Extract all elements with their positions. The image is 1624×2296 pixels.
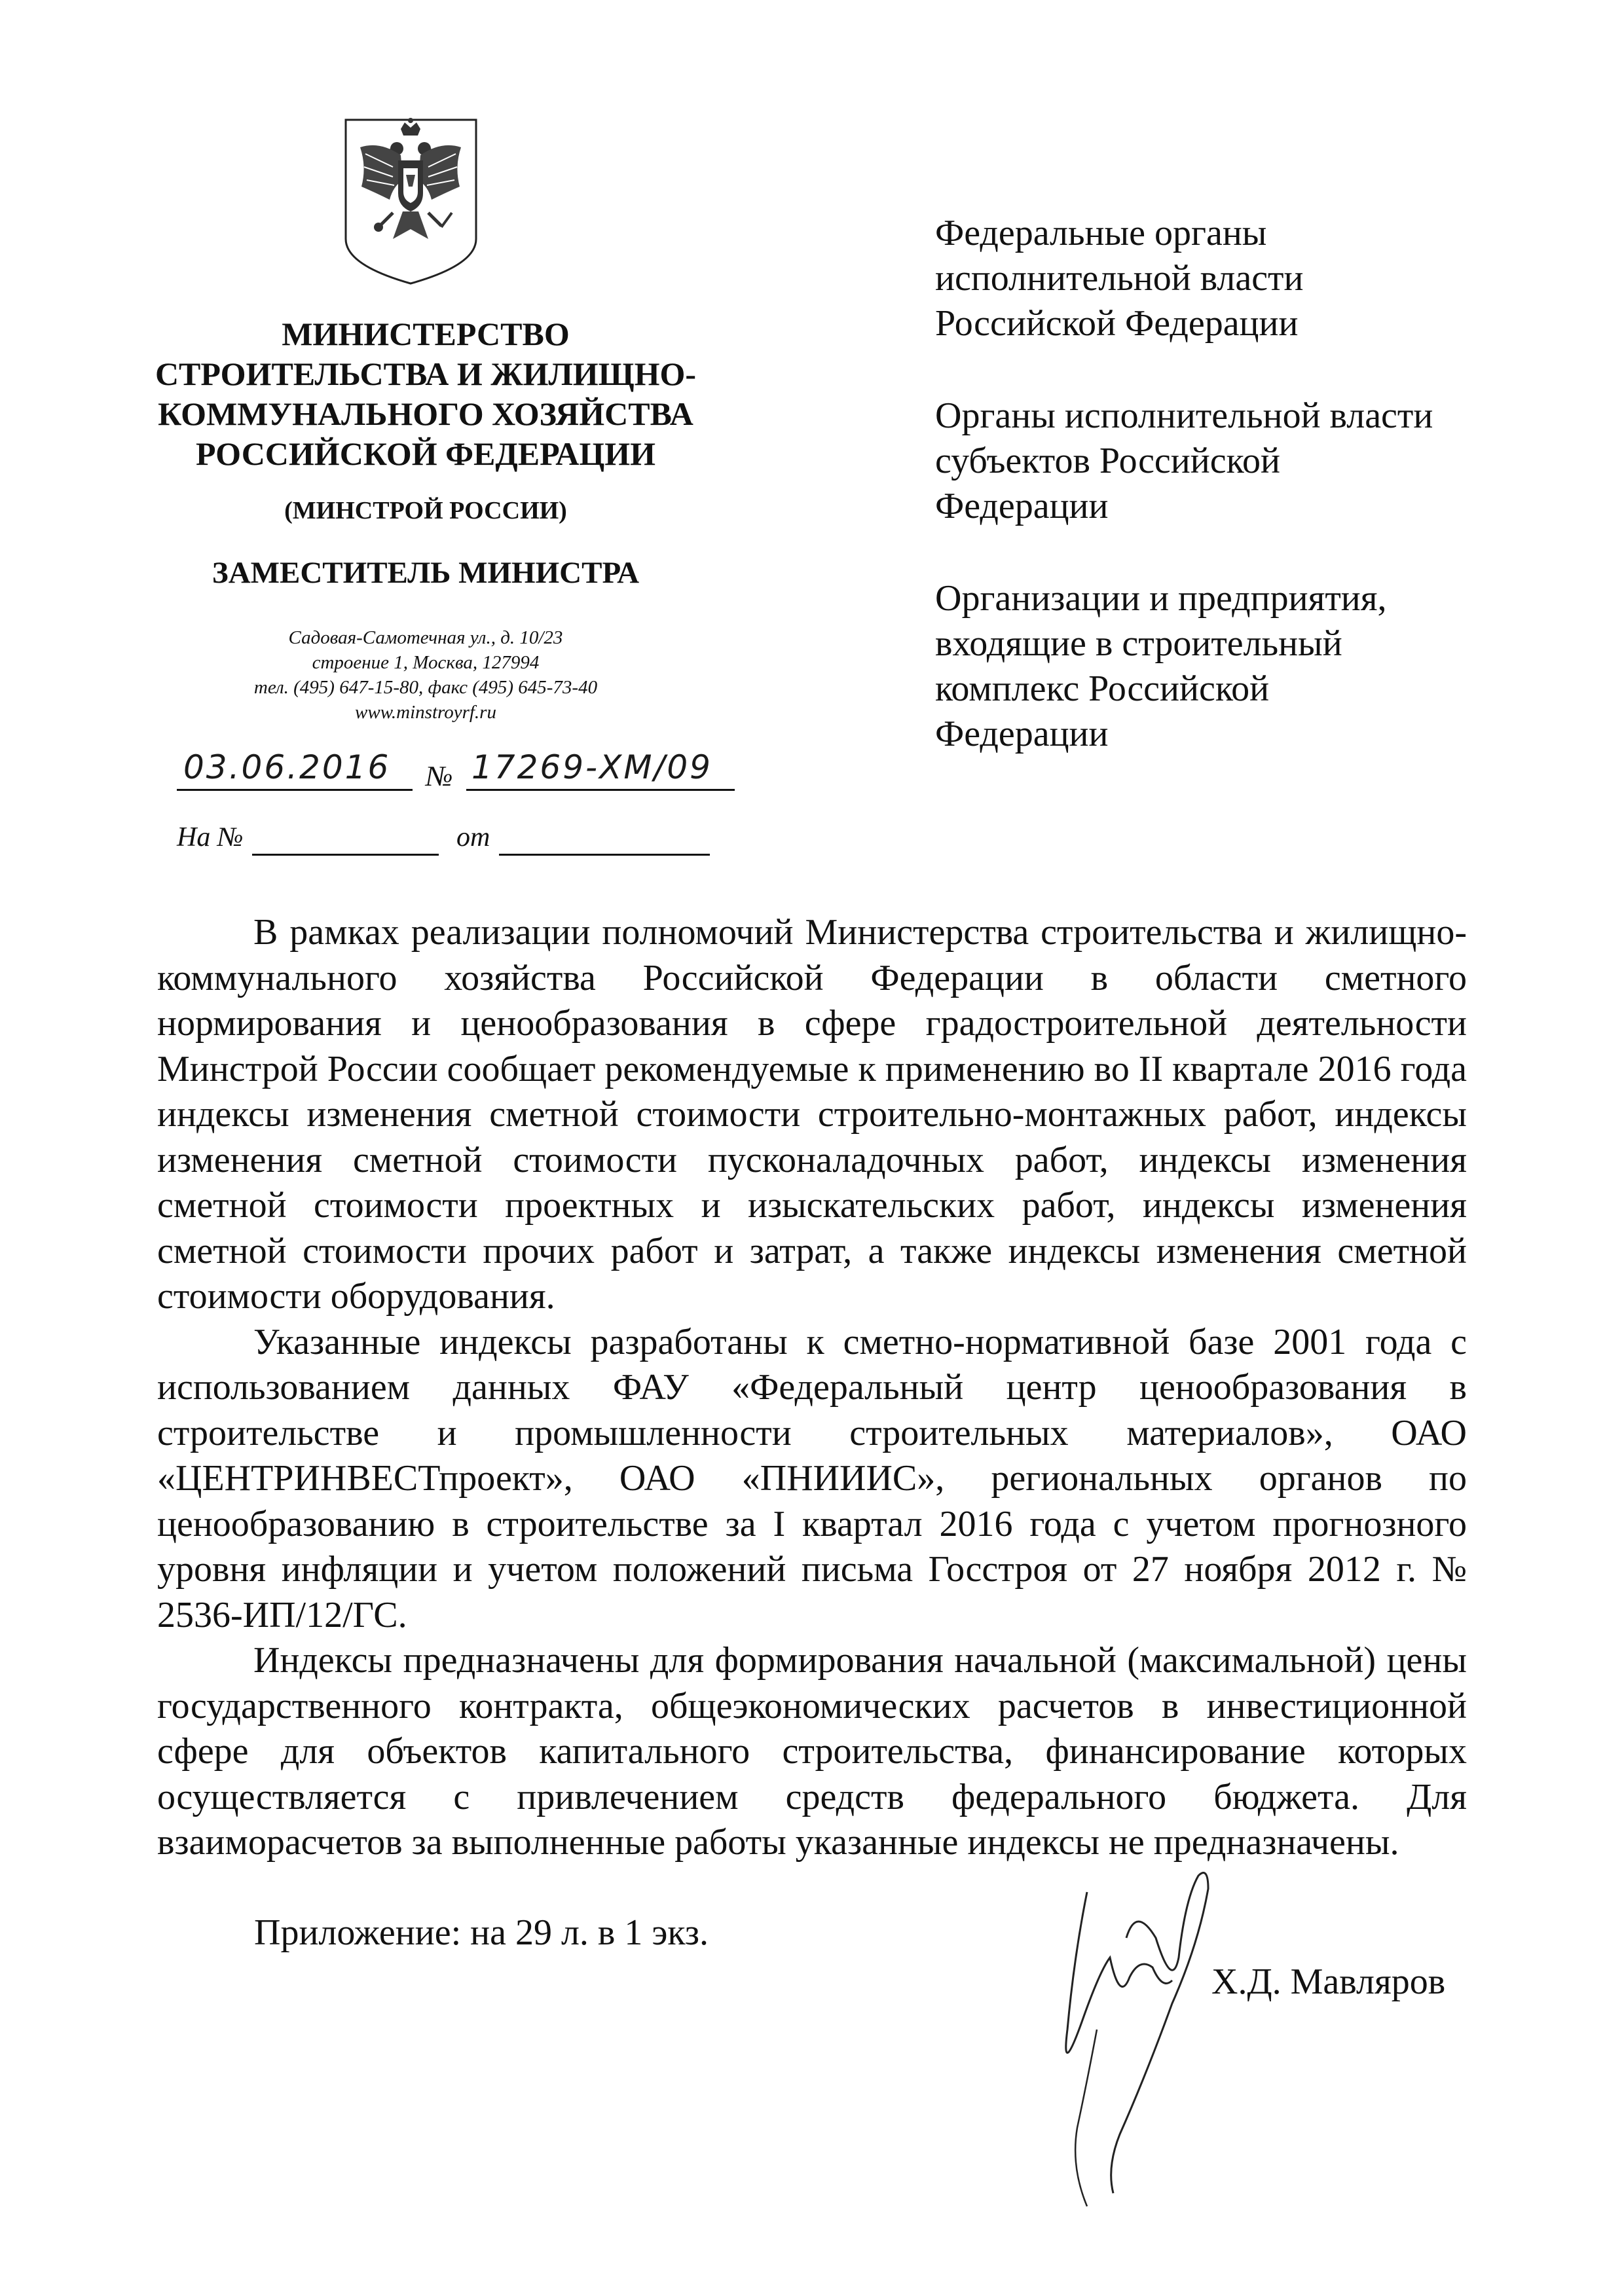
coat-of-arms-icon (341, 115, 481, 288)
registration-date-field (177, 748, 413, 791)
ministry-line: СТРОИТЕЛЬСТВА И ЖИЛИЩНО- (155, 355, 697, 392)
addressee-regional (935, 393, 1564, 529)
ministry-name (138, 314, 714, 474)
attachment-note: Приложение: на 29 л. в 1 экз. (254, 1912, 709, 1953)
address-line: Садовая-Самотечная ул., д. 10/23 (288, 627, 563, 648)
addressee-line: Российской Федерации (935, 303, 1299, 344)
addressee-line: субъектов Российской (935, 441, 1280, 481)
addressee-line: Федеральные органы (935, 213, 1267, 253)
addressees (935, 211, 1564, 804)
addressee-organizations (935, 576, 1564, 757)
position-title: ЗАМЕСТИТЕЛЬ МИНИСТРА (212, 556, 640, 590)
body-paragraph: В рамках реализации полномочий Министерства строительства и жилищно-коммунального хозяйства Российской Федерации в области сметного нормирования и ценообразования в сфере градостроительной деятельности Минстрой России сообщает рекомендуемые к применению во II квартале 2016 года индексы изменения сметной стоимости строительно-монтажных работ, индексы изменения сметной стоимости пусконаладочных работ, индексы изменения сметной стоимости проектных и изыскательских работ, индексы изменения сметной стоимости прочих работ и затрат, а также индексы изменения сметной стоимости оборудования. (157, 912, 1467, 1317)
registration-number-label: № (426, 760, 453, 792)
address-line: www.minstroyrf.ru (355, 702, 496, 723)
reference-date-blank (499, 825, 710, 856)
registration-number: 17269-ХМ/09 (471, 748, 712, 786)
ministry-line: РОССИЙСКОЙ ФЕДЕРАЦИИ (195, 435, 656, 472)
handwritten-signature (1048, 1859, 1238, 2213)
addressee-line: исполнительной власти (935, 258, 1304, 299)
addressee-line: Федерации (935, 486, 1109, 526)
registration-number-field (466, 748, 735, 791)
body-paragraph: Указанные индексы разработаны к сметно-нормативной базе 2001 года с использованием данных ФАУ «Федеральный центр ценообразования в строительстве и промышленности строительных материалов», ОАО «ЦЕНТРИНВЕСТпроект», ОАО «ПНИИИС», региональных органов по ценообразованию в строительстве за I квартал 2016 года с учетом прогнозного уровня инфляции и учетом положений письма Госстроя от 27 ноября 2012 г. № 2536-ИП/12/ГС. (157, 1321, 1467, 1635)
address-line: тел. (495) 647-15-80, факс (495) 645-73-40 (253, 677, 598, 698)
addressee-line: входящие в строительный (935, 623, 1342, 664)
body-paragraph: Индексы предназначены для формирования начальной (максимальной) цены государственного контракта, общеэкономических расчетов в инвестиционной сфере для объектов капитального строительства, финансирование которых осуществляется с привлечением средств федерального бюджета. Для взаиморасчетов за выполненные работы указанные индексы не предназначены. (157, 1640, 1467, 1863)
signatory-name: Х.Д. Мавляров (1211, 1961, 1446, 2002)
address-line: строение 1, Москва, 127994 (312, 652, 540, 673)
letter-body (157, 910, 1467, 1866)
addressee-line: Организации и предприятия, (935, 578, 1387, 619)
registration-date: 03.06.2016 (183, 748, 391, 786)
addressee-line: Федерации (935, 714, 1109, 754)
reference-number-label: На № (177, 822, 244, 852)
ministry-short-name: (МИНСТРОЙ РОССИИ) (284, 497, 567, 524)
addressee-line: Органы исполнительной власти (935, 395, 1433, 436)
addressee-line: комплекс Российской (935, 668, 1270, 709)
ministry-line: КОММУНАЛЬНОГО ХОЗЯЙСТВА (158, 395, 693, 432)
ministry-line: МИНИСТЕРСТВО (282, 316, 570, 352)
ministry-address (138, 625, 714, 725)
addressee-federal (935, 211, 1564, 346)
reference-number-blank (252, 825, 439, 856)
reference-date-label: от (456, 822, 490, 852)
